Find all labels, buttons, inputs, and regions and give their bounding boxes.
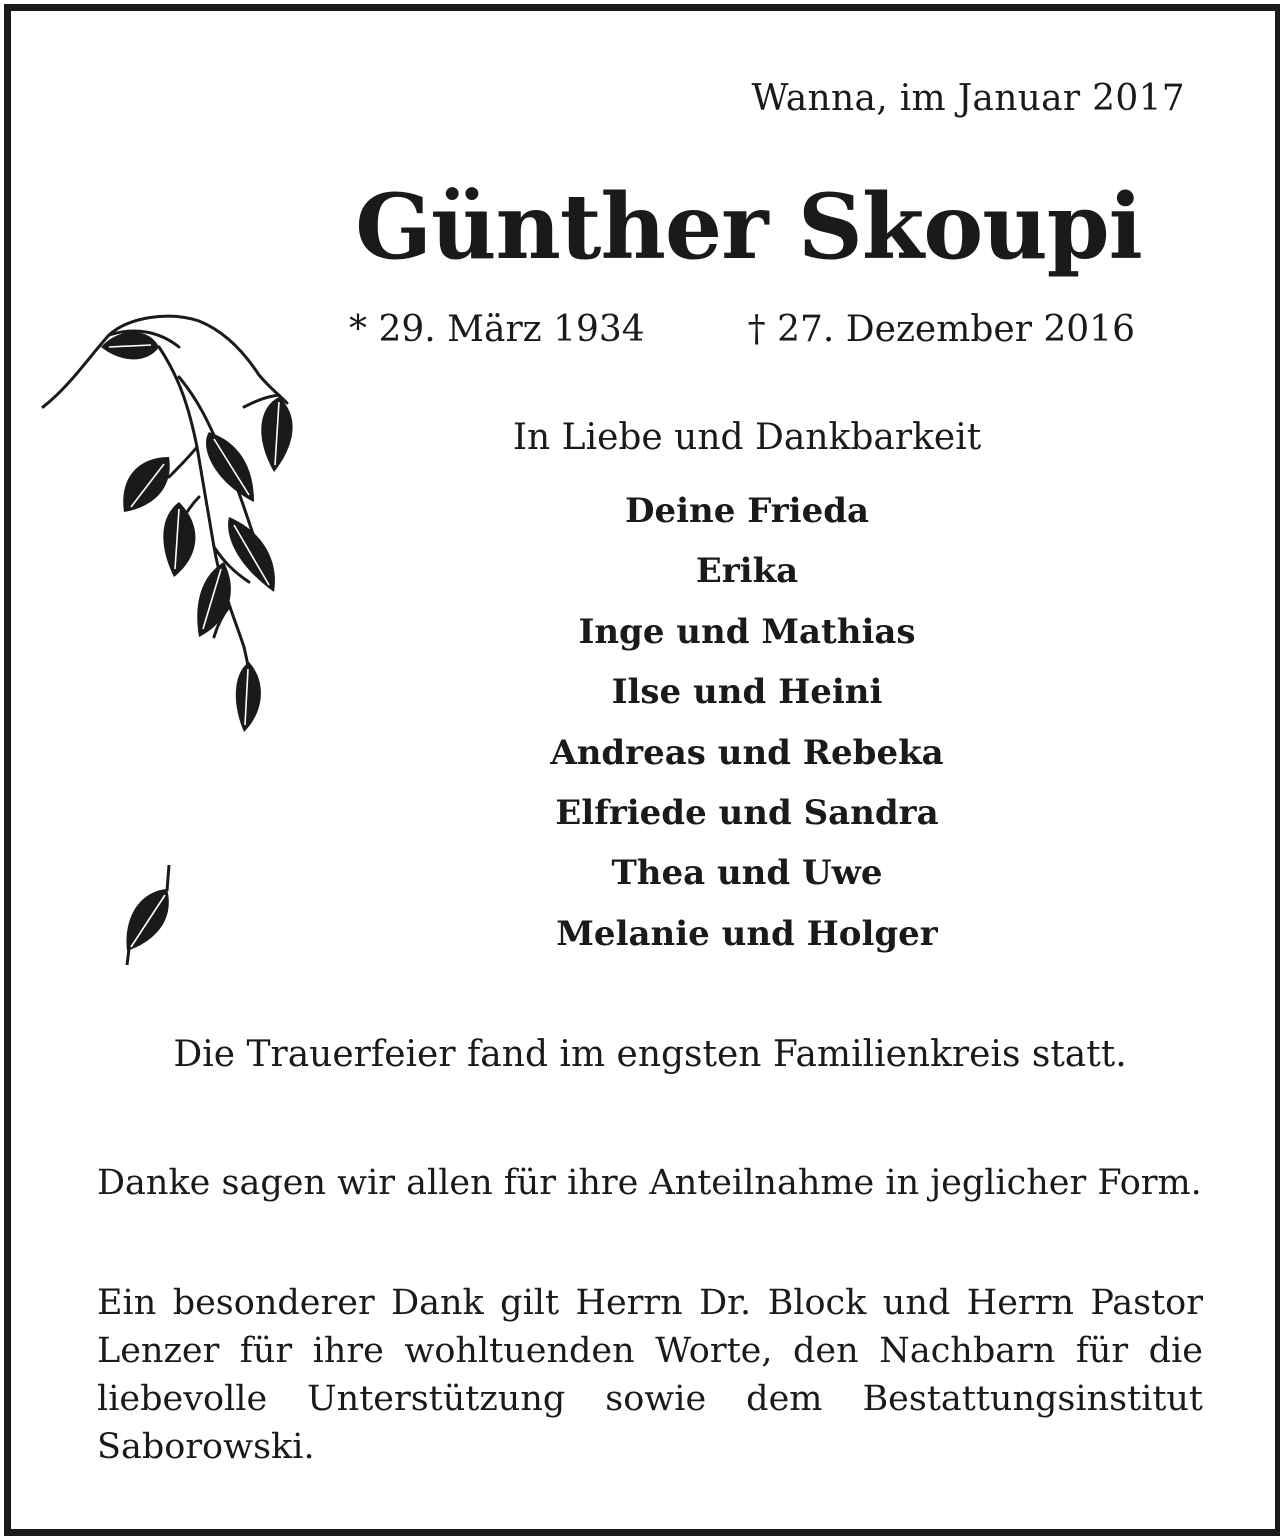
falling-leaf-illustration: [111, 861, 191, 971]
birth-date: * 29. März 1934: [349, 309, 645, 350]
mourner-name: Deine Frieda: [624, 491, 870, 531]
ceremony-note: Die Trauerfeier fand im engsten Familienkreis statt.: [173, 1034, 1127, 1075]
mourner-name: Elfriede und Sandra: [555, 792, 939, 833]
deceased-name: Günther Skoupi: [355, 174, 1142, 280]
mourner-name: Thea und Uwe: [611, 853, 883, 894]
mourner-name: Erika: [695, 551, 799, 592]
intro-line: In Liebe und Dankbarkeit: [512, 417, 982, 458]
mourner-name: Melanie und Holger: [556, 913, 938, 954]
special-thanks-paragraph: Ein besonderer Dank gilt Herrn Dr. Block und Herrn Pastor Lenzer für ihre wohltuenden Worte, den Nachbarn für die liebevolle Unterstützung sowie dem Bestattungsinstitut Saborowski.: [97, 1283, 1203, 1467]
mourner-name: Ilse und Heini: [611, 672, 883, 713]
mourner-name: Inge und Mathias: [578, 611, 916, 652]
death-date: † 27. Dezember 2016: [747, 309, 1135, 350]
mourners-list: [347, 481, 1147, 964]
mourner-name: Andreas und Rebeka: [550, 732, 944, 773]
notice-frame: [4, 4, 1280, 1536]
leafy-branch-illustration: [39, 307, 319, 747]
place-date: Wanna, im Januar 2017: [751, 78, 1185, 119]
thanks-paragraph: Danke sagen wir allen für ihre Anteilnahme in jeglicher Form.: [97, 1163, 1202, 1203]
